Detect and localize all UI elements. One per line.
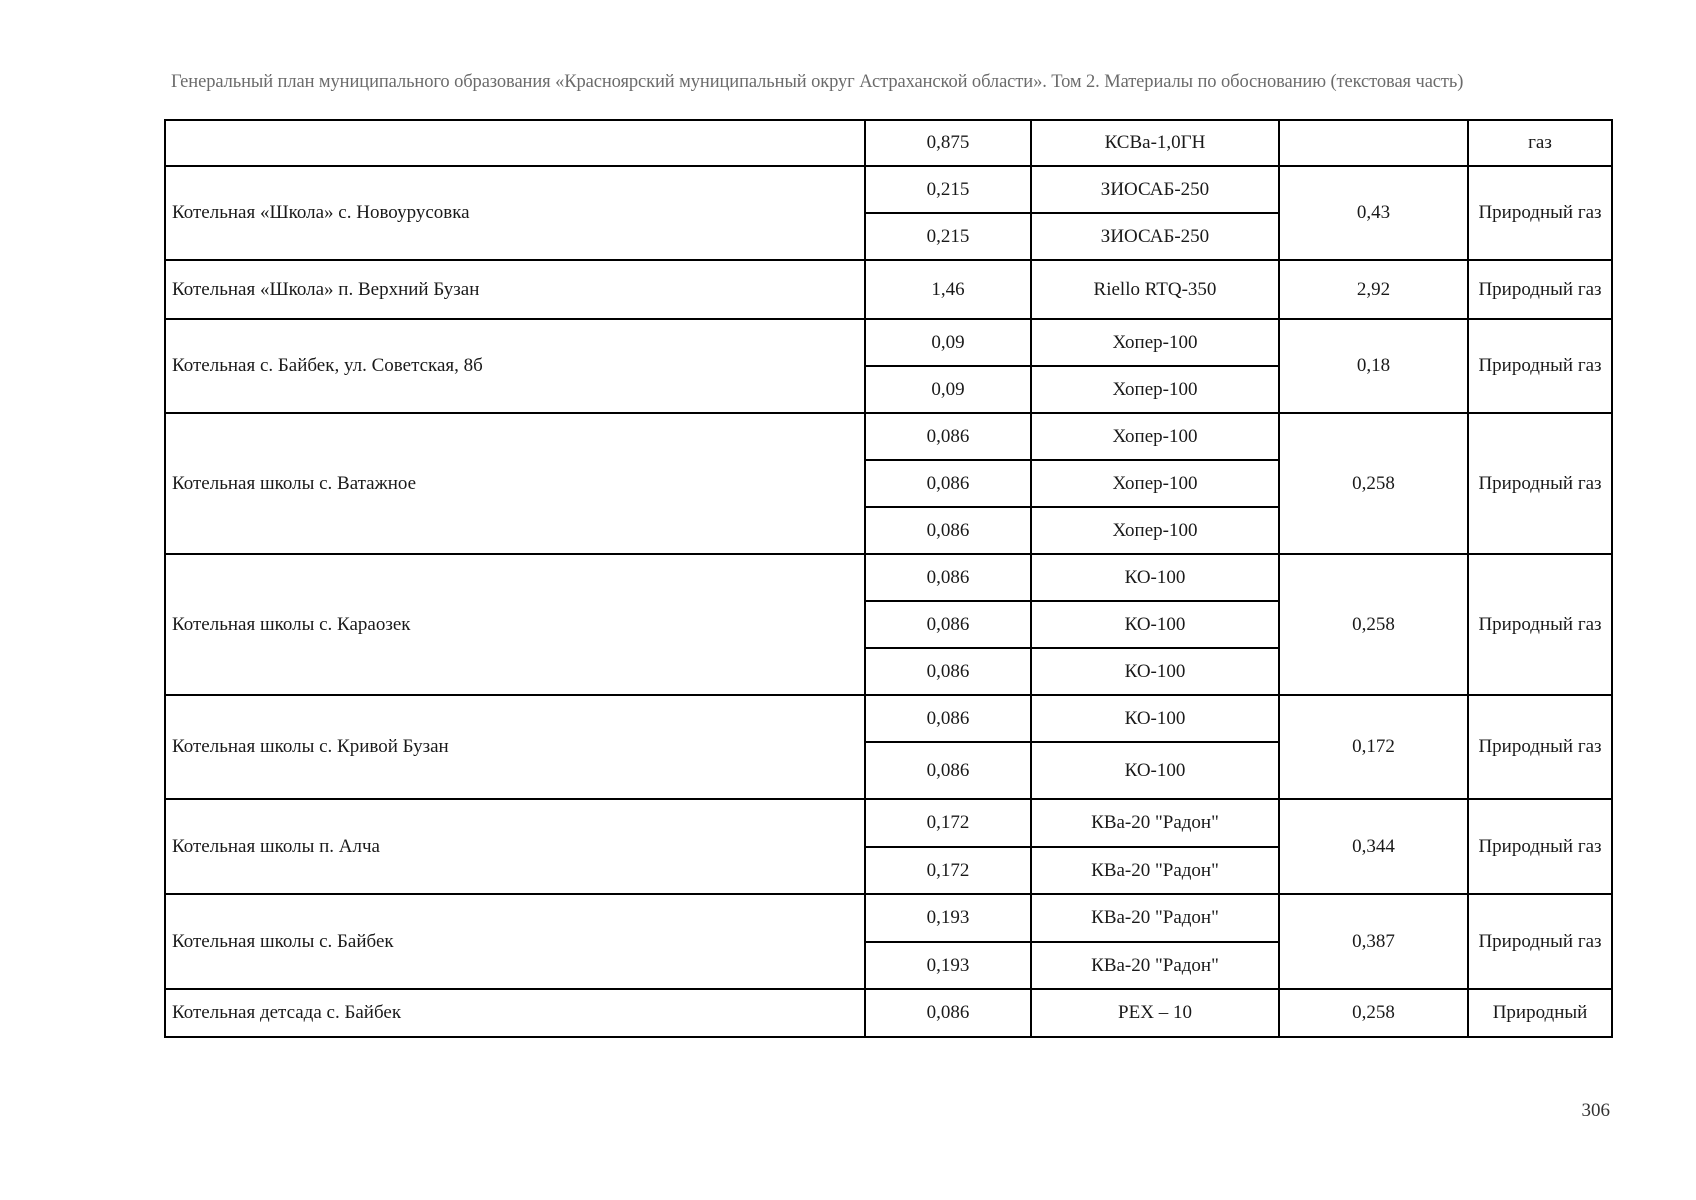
table-row <box>165 554 1612 601</box>
unit-model-cell: РЕХ – 10 <box>1031 989 1279 1037</box>
boiler-name-cell: Котельная школы п. Алча <box>165 799 865 894</box>
unit-model-cell: КО-100 <box>1031 695 1279 742</box>
boiler-table-body <box>165 120 1612 1037</box>
unit-power-cell: 0,086 <box>865 742 1031 799</box>
unit-power-cell: 0,172 <box>865 799 1031 847</box>
fuel-cell: Природный газ <box>1468 166 1612 260</box>
boiler-name-cell: Котельная с. Байбек, ул. Советская, 8б <box>165 319 865 413</box>
fuel-cell: Природный газ <box>1468 695 1612 799</box>
unit-power-cell: 0,215 <box>865 166 1031 213</box>
fuel-cell: Природный газ <box>1468 894 1612 989</box>
unit-model-cell: КО-100 <box>1031 554 1279 601</box>
table-row <box>165 166 1612 213</box>
table-row <box>165 319 1612 366</box>
total-power-cell: 0,18 <box>1279 319 1468 413</box>
unit-power-cell: 0,086 <box>865 648 1031 695</box>
unit-model-cell: КО-100 <box>1031 601 1279 648</box>
boiler-name-cell: Котельная школы с. Ватажное <box>165 413 865 554</box>
boiler-name-cell: Котельная школы с. Караозек <box>165 554 865 695</box>
page-header: Генеральный план муниципального образования «Красноярский муниципальный округ Астраханской области». Том 2. Материалы по обоснованию (текстовая часть) <box>171 72 1464 92</box>
fuel-cell: Природный газ <box>1468 799 1612 894</box>
fuel-cell: Природный газ <box>1468 413 1612 554</box>
unit-model-cell: ЗИОСАБ-250 <box>1031 166 1279 213</box>
unit-model-cell: Хопер-100 <box>1031 460 1279 507</box>
unit-model-cell: КВа-20 "Радон" <box>1031 942 1279 989</box>
boiler-table <box>164 119 1613 1038</box>
boiler-name-cell: Котельная детсада с. Байбек <box>165 989 865 1037</box>
unit-power-cell: 0,086 <box>865 554 1031 601</box>
fuel-cell: Природный газ <box>1468 319 1612 413</box>
table-row <box>165 989 1612 1037</box>
unit-model-cell: КВа-20 "Радон" <box>1031 799 1279 847</box>
boiler-name-cell: Котельная «Школа» п. Верхний Бузан <box>165 260 865 319</box>
total-power-cell <box>1279 120 1468 166</box>
unit-model-cell: КО-100 <box>1031 648 1279 695</box>
total-power-cell: 0,258 <box>1279 989 1468 1037</box>
unit-power-cell: 0,193 <box>865 894 1031 942</box>
unit-model-cell: Хопер-100 <box>1031 413 1279 460</box>
unit-power-cell: 0,09 <box>865 319 1031 366</box>
total-power-cell: 2,92 <box>1279 260 1468 319</box>
boiler-name-cell: Котельная «Школа» с. Новоурусовка <box>165 166 865 260</box>
fuel-cell: Природный <box>1468 989 1612 1037</box>
total-power-cell: 0,172 <box>1279 695 1468 799</box>
fuel-cell: Природный газ <box>1468 554 1612 695</box>
unit-model-cell: КО-100 <box>1031 742 1279 799</box>
table-row <box>165 894 1612 942</box>
unit-power-cell: 0,086 <box>865 413 1031 460</box>
unit-power-cell: 0,086 <box>865 601 1031 648</box>
unit-model-cell: Хопер-100 <box>1031 507 1279 554</box>
unit-model-cell: ЗИОСАБ-250 <box>1031 213 1279 260</box>
total-power-cell: 0,258 <box>1279 554 1468 695</box>
unit-power-cell: 0,086 <box>865 507 1031 554</box>
page-number: 306 <box>1581 1100 1610 1121</box>
boiler-name-cell <box>165 120 865 166</box>
unit-model-cell: Riello RTQ-350 <box>1031 260 1279 319</box>
table-row <box>165 799 1612 847</box>
boiler-name-cell: Котельная школы с. Кривой Бузан <box>165 695 865 799</box>
total-power-cell: 0,43 <box>1279 166 1468 260</box>
unit-power-cell: 1,46 <box>865 260 1031 319</box>
fuel-cell: газ <box>1468 120 1612 166</box>
unit-model-cell: Хопер-100 <box>1031 319 1279 366</box>
fuel-cell: Природный газ <box>1468 260 1612 319</box>
table-row <box>165 413 1612 460</box>
table-row <box>165 695 1612 742</box>
total-power-cell: 0,258 <box>1279 413 1468 554</box>
unit-power-cell: 0,086 <box>865 695 1031 742</box>
unit-power-cell: 0,086 <box>865 460 1031 507</box>
boiler-name-cell: Котельная школы с. Байбек <box>165 894 865 989</box>
unit-model-cell: Хопер-100 <box>1031 366 1279 413</box>
unit-model-cell: КВа-20 "Радон" <box>1031 894 1279 942</box>
total-power-cell: 0,344 <box>1279 799 1468 894</box>
unit-power-cell: 0,193 <box>865 942 1031 989</box>
unit-power-cell: 0,215 <box>865 213 1031 260</box>
unit-power-cell: 0,172 <box>865 847 1031 894</box>
unit-model-cell: КСВа-1,0ГН <box>1031 120 1279 166</box>
unit-model-cell: КВа-20 "Радон" <box>1031 847 1279 894</box>
table-row <box>165 260 1612 319</box>
table-row <box>165 120 1612 166</box>
unit-power-cell: 0,09 <box>865 366 1031 413</box>
total-power-cell: 0,387 <box>1279 894 1468 989</box>
unit-power-cell: 0,875 <box>865 120 1031 166</box>
unit-power-cell: 0,086 <box>865 989 1031 1037</box>
